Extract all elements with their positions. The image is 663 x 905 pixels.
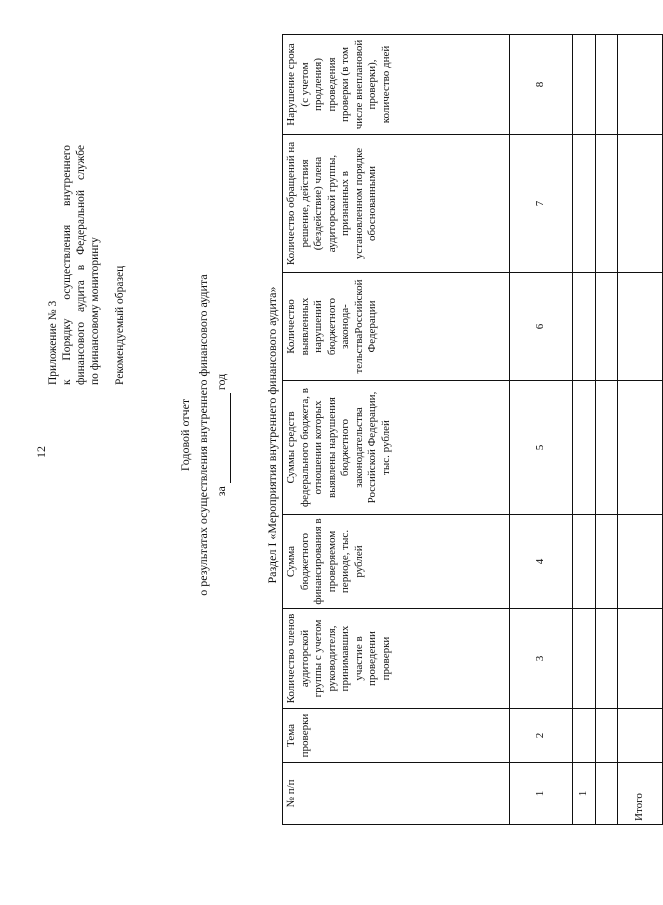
- table-cell: [596, 763, 618, 825]
- total-label: Итого: [618, 763, 663, 825]
- table-cell: [618, 709, 663, 763]
- column-number-cell: 7: [510, 135, 573, 273]
- table-cell: [618, 609, 663, 709]
- appendix-line: Приложение № 3: [47, 300, 59, 385]
- table-cell: [596, 609, 618, 709]
- table-cell: [596, 135, 618, 273]
- report-title: [176, 125, 231, 745]
- table-cell: [573, 709, 596, 763]
- table-cell: [618, 515, 663, 609]
- appendix-line: по финансовому мониторингу: [89, 237, 101, 385]
- table-cell: [618, 273, 663, 381]
- table-cell: [596, 35, 618, 135]
- table-cell: [596, 515, 618, 609]
- table-cell: [618, 35, 663, 135]
- table-header-cell: Суммы средств федерального бюджета, в отношении которых выявлены нарушения бюджетного законодательства Российской Федерации, тыс. рублей: [283, 381, 510, 515]
- table-header-row: [283, 35, 510, 825]
- appendix-reference: [46, 145, 102, 385]
- table-header-cell: Количество членов аудиторской группы с учетом руководителя, принимавших участие в проведении проверки: [283, 609, 510, 709]
- table-header-cell: Количество выявленных нарушений бюджетного законода-тельстваРоссийской Федерации: [283, 273, 510, 381]
- column-number-cell: 8: [510, 35, 573, 135]
- report-title-line: Годовой отчет: [178, 398, 192, 472]
- page-number: 12: [34, 446, 48, 458]
- table-cell: [596, 273, 618, 381]
- table-cell: [618, 135, 663, 273]
- column-number-cell: 3: [510, 609, 573, 709]
- table-cell: [573, 135, 596, 273]
- column-number-row: [510, 35, 573, 825]
- sample-label: Рекомендуемый образец: [114, 265, 126, 385]
- table-cell: [573, 35, 596, 135]
- column-number-cell: 2: [510, 709, 573, 763]
- report-period: [212, 125, 231, 745]
- table-header-cell: Нарушение срока (с учетом продления) проведения проверки (в том числе внеплановой проверки), количество дней: [283, 35, 510, 135]
- period-suffix: год: [214, 373, 228, 391]
- table-cell: 1: [573, 763, 596, 825]
- column-number-cell: 4: [510, 515, 573, 609]
- table-cell: [596, 381, 618, 515]
- audit-table: [282, 34, 663, 825]
- period-prefix: за: [214, 486, 228, 497]
- table-cell: [573, 381, 596, 515]
- table-cell: [618, 381, 663, 515]
- table-cell: [573, 609, 596, 709]
- column-number-cell: 6: [510, 273, 573, 381]
- table-row: [573, 35, 596, 825]
- column-number-cell: 1: [510, 763, 573, 825]
- table-row: [596, 35, 618, 825]
- column-number-cell: 5: [510, 381, 573, 515]
- appendix-line: финансового аудита в Федеральной службе: [75, 145, 87, 385]
- table-header-cell: Количество обращений на решение, действия (бездействие) члена аудиторской группы, признанных в установленном порядке обоснованными: [283, 135, 510, 273]
- table-header-cell: Тема проверки: [283, 709, 510, 763]
- year-blank-field: [212, 393, 231, 483]
- report-title-line: о результатах осуществления внутреннего финансового аудита: [196, 274, 210, 596]
- table-cell: [596, 709, 618, 763]
- section-title: Раздел I «Мероприятия внутреннего финансового аудита»: [265, 286, 279, 584]
- total-row: [618, 35, 663, 825]
- table-cell: [573, 273, 596, 381]
- appendix-line: к Порядку осуществления внутреннего: [61, 145, 73, 385]
- table-header-cell: Сумма бюджетного финансирования в проверяемом периоде, тыс. рублей: [283, 515, 510, 609]
- table-cell: [573, 515, 596, 609]
- table-header-cell: № п/п: [283, 763, 510, 825]
